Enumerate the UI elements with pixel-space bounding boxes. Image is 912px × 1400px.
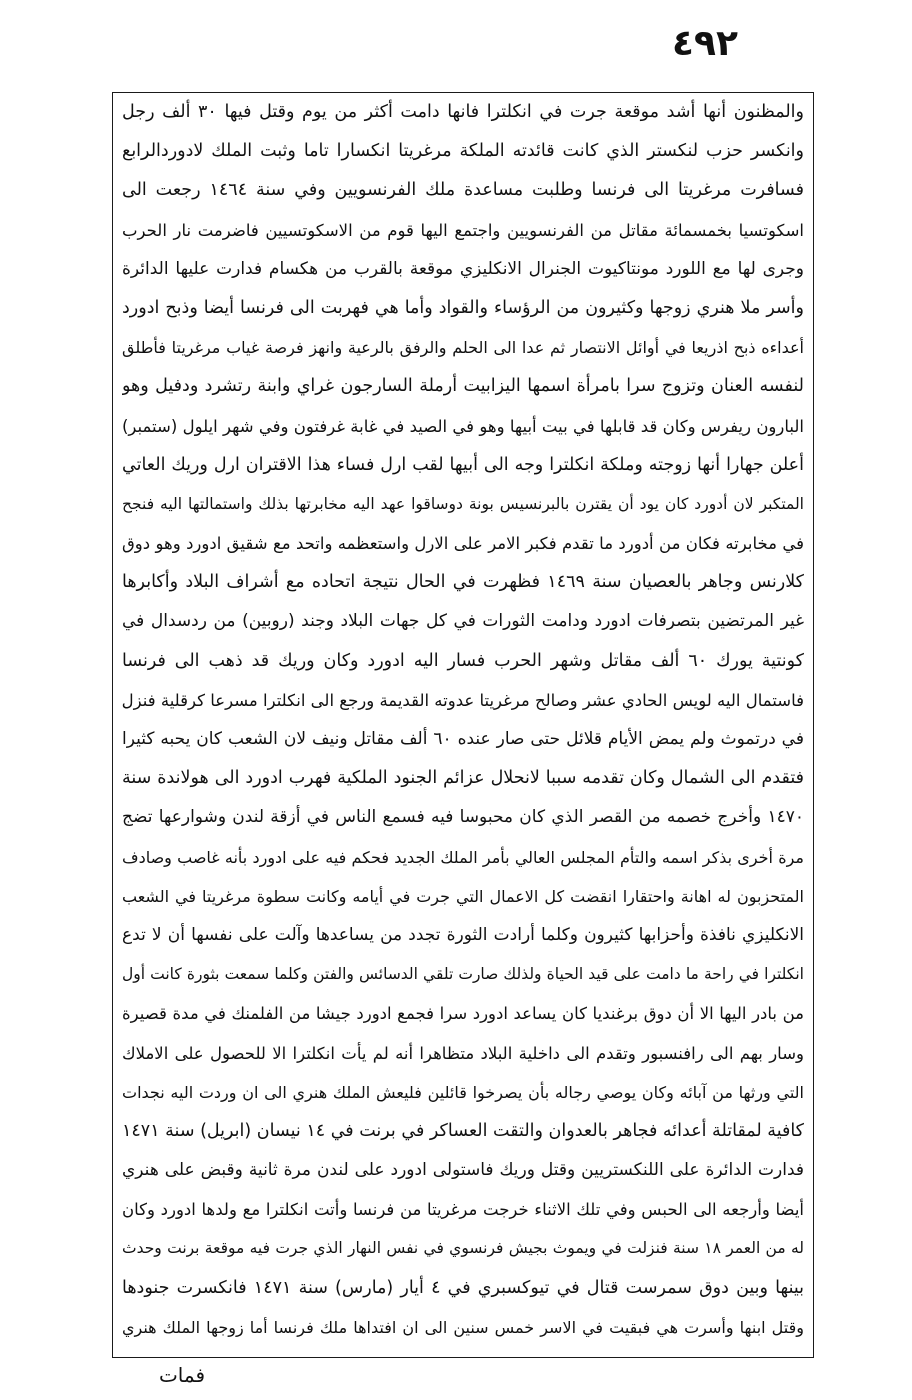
text-line: اسكوتسيا بخمسمائة مقاتل من الفرنسويين واجتمع اليها قوم من الاسكوتسيين فاضرمت نار الحرب — [122, 220, 804, 240]
text-line: أيضا وأرجعه الى الحبس وفي تلك الاثناء خرجت مرغريتا من فرنسا وأتت انكلترا مع ولدها ادورد وكان — [122, 1200, 804, 1220]
text-line: وأسر ملا هنري زوجها وكثيرون من الرؤساء والقواد وأما هي فهربت الى فرنسا أيضا وذبح ادورد — [122, 297, 804, 318]
text-line: ١٤٧٠ وأخرج خصمه من القصر الذي كان محبوسا فيه فسمع الناس في أزقة لندن وشوارعها تضج — [122, 807, 804, 828]
body-text — [122, 93, 804, 1347]
text-line: في درتموث ولم يمض الأيام قلائل حتى صار عنده ٦٠ ألف مقاتل ونيف لان الشعب كان يحبه كثيرا — [122, 729, 804, 749]
text-line: لنفسه العنان وتزوج سرا بامرأة اسمها اليزابيت أرملة السارجون غراي وابنة رتشرد ودفيل وهو — [122, 376, 804, 397]
text-line: فدارت الدائرة على اللنكستريين وقتل وريك فاستولى ادورد على لندن مرة ثانية وقبض على هنري — [122, 1160, 804, 1181]
text-line: الانكليزي نافذة وأحزابها كثيرون وكلما أرادت الثورة تجدد من يساعدها وآلت على نفسها أن لا تدع — [122, 924, 804, 945]
text-line: كافية لمقاتلة أعدائه فجاهر بالعدوان والتقت العساكر في برنت في ١٤ نيسان (ابريل) سنة ١٤٧١ — [122, 1120, 804, 1141]
text-line: أعلن جهارا أنها زوجته وملكة انكلترا وجه الى أبيها لقب ارل فساء هذا الاقتران ارل وريك العاتي — [122, 454, 804, 475]
text-line: المتكبر لان أدورد كان يود أن يقترن بالبرنسيس بونة دوساقوا عهد اليه مخابرتها بذلك واستمالتها اليه فنجح — [122, 494, 804, 513]
text-line: فتقدم الى الشمال وكان تقدمه سببا لانحلال عزائم الجنود الملكية فهرب ادورد الى هولاندة سنة — [122, 768, 804, 789]
page-number: ٤٩٢ — [672, 23, 738, 64]
text-line: بينها وبين دوق سمرست قتال في تيوكسبري في ٤ أيار (مارس) سنة ١٤٧١ فانكسرت جنودها — [122, 1277, 804, 1298]
text-line: كلارنس وجاهر بالعصيان سنة ١٤٦٩ فظهرت في الحال نتيجة اتحاده مع أشراف البلاد وأكابرها — [122, 572, 804, 593]
text-line: والمظنون أنها أشد موقعة جرت في انكلترا فانها دامت أكثر من يوم وقتل فيها ٣٠ ألف رجل — [122, 102, 804, 122]
text-line: من بادر اليها الا أن دوق برغنديا كان يساعد ادورد سرا فجمع ادورد جيشا من الفلمنك في مدة قصيرة — [122, 1004, 804, 1024]
text-line: المتحزبون له اهانة واحتقارا انقضت كل الاعمال التي جرت في أيامه وكانت سطوة مرغريتا في الشعب — [122, 886, 804, 906]
text-line: مرة أخرى بذكر اسمه والتأم المجلس العالي بأمر الملك الجديد فحكم فيه على ادورد بأنه غاصب وصادف — [122, 847, 804, 867]
text-line: فسافرت مرغريتا الى فرنسا وطلبت مساعدة ملك الفرنسويين وفي سنة ١٤٦٤ رجعت الى — [122, 180, 804, 201]
text-line: فاستمال اليه لويس الحادي عشر وصالح مرغريتا عدوته القديمة ورجع الى انكلترا مسرعا كرقلية فنزل — [122, 690, 804, 710]
text-line: البارون ريفرس وكان قد قابلها في بيت أبيها وهو في الصيد في غابة غرفتون وفي شهر ايلول (ستمبر) — [122, 416, 804, 436]
text-line: وانكسر حزب لنكستر الذي كانت قائدته الملكة مرغريتا انكسارا تاما وثبت الملك لادوردالرابع — [122, 141, 804, 162]
text-line: في مخابرته فكان من أدورد ما تقدم فكبر الامر على الارل واستعظمه واتحد مع شقيق ادورد وهو دوق — [122, 534, 804, 554]
text-line: كونتية يورك ٦٠ ألف مقاتل وشهر الحرب فسار اليه ادورد وكان وريك قد ذهب الى فرنسا — [122, 650, 804, 671]
text-line: غير المرتضين بتصرفات ادورد ودامت الثورات في كل جهات البلاد وجند (روبين) من ردسدال في — [122, 611, 804, 632]
text-line: التي ورثها من آبائه وكان يوصي رجاله بأن يصرخوا قائلين فليعش الملك هنري الى ان وردت اليه نجدات — [122, 1082, 804, 1102]
text-line: وجرى لها مع اللورد مونتاكيوت الجنرال الانكليزي موقعة بالقرب من هكسام فدارت عليها الدائرة — [122, 258, 804, 279]
text-line: انكلترا في راحة ما دامت على قيد الحياة ولذلك صارت تلقي الدسائس والفتن وكلما سمعت بثورة كانت أول — [122, 965, 804, 984]
text-line: له من العمر ١٨ سنة فنزلت في ويموث بجيش فرنسوي في نفس النهار الذي جرت فيه موقعة برنت وحدث — [122, 1239, 804, 1258]
text-line: وسار بهم الى رافنسبور وتقدم الى داخلية البلاد متظاهرا أنه لم يأت انكلترا الا للحصول على الاملاك — [122, 1043, 804, 1063]
text-line: أعداءه ذبح اذريعا في أوائل الانتصار ثم عدا الى الحلم والرفق بالرعية وانهز فرصة غياب مرغريتا فأطلق — [122, 338, 804, 358]
text-line: وقتل ابنها وأسرت هي فبقيت في الاسر خمس سنين الى ان افتداها ملك فرنسا أما زوجها الملك هنري — [122, 1317, 804, 1337]
catchword: فمات — [158, 1363, 206, 1387]
